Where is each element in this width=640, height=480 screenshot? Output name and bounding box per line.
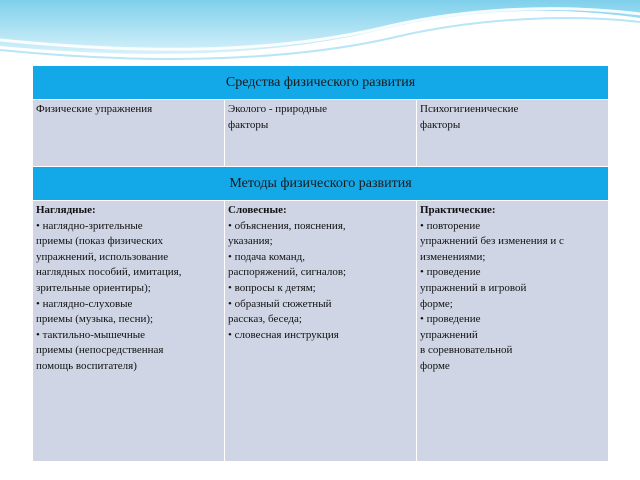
list-item: приемы (музыка, песни); [36,313,154,326]
list-item: • проведение [420,313,481,326]
list-item: • подача команд, [228,250,305,263]
list-item: в соревновательной [420,344,513,357]
list-item: • проведение [420,266,481,279]
list-item: упражнений без изменения и с [420,235,564,248]
means-cell [225,100,417,167]
list-item: • тактильно-мышечные [36,328,145,341]
cell-text: факторы [228,118,269,131]
wave-decoration [0,0,640,70]
list-item: • вопросы к детям; [228,281,316,294]
list-item: распоряжений, сигналов; [228,266,347,279]
cell-title: Наглядные: [36,204,96,216]
methods-cell [225,201,417,462]
cell-text: Эколого - природные [228,103,328,115]
list-item: приемы (непосредственная [36,344,164,357]
methods-cell [417,201,609,462]
header-means: Средства физического развития [33,66,609,100]
list-item: упражнений в игровой [420,281,527,294]
means-cell [33,100,225,167]
list-item: • наглядно-слуховые [36,297,133,310]
methods-row [33,201,609,462]
list-item: • образный сюжетный [228,297,332,310]
list-item: форме [420,359,450,372]
methods-table [32,65,609,462]
list-item: наглядных пособий, имитация, [36,266,182,279]
list-item: помощь воспитателя) [36,359,137,372]
means-row [33,100,609,167]
header-methods: Методы физического развития [33,167,609,201]
list-item: изменениями; [420,250,486,263]
list-item: • объяснения, пояснения, [228,219,346,232]
cell-text: Физические упражнения [36,103,153,115]
list-item: • наглядно-зрительные [36,219,143,232]
list-item: • словесная инструкция [228,328,339,341]
list-item: • повторение [420,219,481,232]
cell-title: Практические: [420,204,496,216]
list-item: указания; [228,235,273,248]
list-item: рассказ, беседа; [228,313,302,326]
methods-cell [33,201,225,462]
means-cell [417,100,609,167]
list-item: упражнений [420,328,478,341]
list-item: форме; [420,297,453,310]
list-item: приемы (показ физических [36,235,164,248]
list-item: упражнений, использование [36,250,169,263]
list-item: зрительные ориентиры); [36,281,151,294]
cell-text: Психогигиенические [420,103,519,115]
cell-text: факторы [420,118,461,131]
cell-title: Словесные: [228,204,287,216]
